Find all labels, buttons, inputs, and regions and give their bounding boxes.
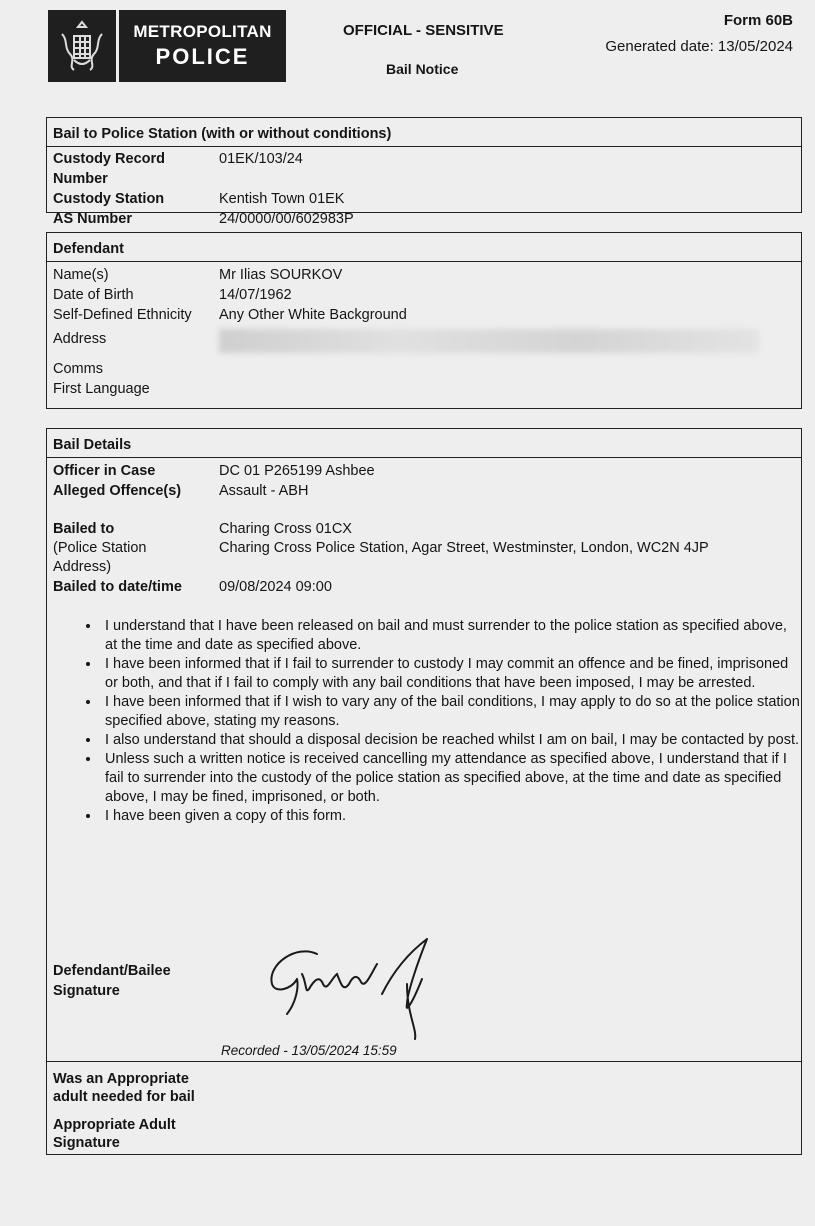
field-label: Comms — [53, 361, 103, 377]
field-label: AS Number — [53, 211, 132, 227]
field-value: Any Other White Background — [219, 307, 407, 323]
field-row — [47, 209, 801, 229]
field-value: Charing Cross Police Station, Agar Street, Westminster, London, WC2N 4JP — [219, 540, 709, 556]
field-value: 01EK/103/24 — [219, 151, 303, 167]
field-label: Custody Station — [53, 191, 165, 207]
signature-label: Defendant/Bailee Signature — [53, 963, 171, 999]
adult-signature-label: Appropriate Adult — [53, 1117, 176, 1133]
statement-list — [47, 617, 801, 826]
field-value: 24/0000/00/602983P — [219, 211, 354, 227]
logo-line1: METROPOLITAN — [133, 22, 272, 41]
field-label: Alleged Offence(s) — [53, 483, 182, 499]
field-label: (Police Station — [53, 540, 147, 556]
field-value: Assault - ABH — [219, 483, 309, 499]
statement: • I also understand that should a disposal decision be reached whilst I am on bail, I may be contacted by post. — [101, 731, 801, 750]
defendant-signature — [257, 934, 457, 1044]
statement: • I have been informed that if I fail to surrender to custody I may commit an offence and be fined, imprisoned or both, and that if I fail to comply with any bail conditions that have been imposed, I may be arrested. — [101, 655, 801, 693]
field-label: First Language — [53, 381, 150, 397]
section-title: Bail Details — [47, 429, 801, 458]
field-value: Mr Ilias SOURKOV — [219, 267, 343, 283]
appropriate-adult-section: Was an Appropriate adult needed for bail Appropriate Adult Signature — [46, 1060, 802, 1155]
field-value: 09/08/2024 09:00 — [219, 579, 332, 595]
field-label: Date of Birth — [53, 287, 134, 303]
field-value: DC 01 P265199 Ashbee — [219, 463, 375, 479]
field-row — [47, 189, 801, 209]
bail-to-station-section — [46, 117, 802, 227]
field-label: Bailed to — [53, 521, 115, 537]
form-title: Bail Notice — [386, 61, 459, 77]
section-title: Bail to Police Station (with or without conditions) — [47, 118, 801, 147]
field-label: Self-Defined Ethnicity — [53, 307, 192, 323]
field-label: Address) — [53, 559, 112, 575]
bail-details-section — [46, 428, 802, 1062]
form-number: Form 60B — [723, 12, 793, 29]
section-title: Defendant — [47, 233, 801, 262]
field-value: 14/07/1962 — [219, 287, 292, 303]
field-label: Name(s) — [53, 267, 109, 283]
met-police-logo — [48, 10, 286, 82]
field-label: Officer in Case — [53, 463, 156, 479]
field-label: Custody Record Number — [53, 151, 165, 187]
statement: • I have been informed that if I wish to vary any of the bail conditions, I may apply to do so at the police station specified above, stating my reasons. — [101, 693, 801, 731]
field-label: Address — [53, 331, 107, 347]
logo-line2: POLICE — [155, 44, 250, 69]
field-value: Charing Cross 01CX — [219, 521, 352, 537]
field-label: Bailed to date/time — [53, 579, 182, 595]
adult-needed-label: Was an Appropriate — [53, 1071, 189, 1087]
redacted-address — [219, 329, 759, 353]
defendant-section — [46, 232, 802, 409]
generated-date: Generated date: 13/05/2024 — [605, 38, 793, 55]
crest-icon — [48, 10, 116, 82]
recorded-timestamp: Recorded - 13/05/2024 15:59 — [221, 1043, 397, 1058]
classification: OFFICIAL - SENSITIVE — [343, 22, 504, 39]
statement: • Unless such a written notice is received cancelling my attendance as specified above, I understand that if I fail to surrender into the custody of the police station as specified above, at the time and date as specified above, I may be fined, imprisoned, or both. — [101, 750, 801, 807]
field-row — [47, 149, 801, 189]
statement: • I have been given a copy of this form. — [101, 807, 801, 826]
field-value: Kentish Town 01EK — [219, 191, 345, 207]
statement: • I understand that I have been released on bail and must surrender to the police station as specified above, at the time and date as specified above. — [101, 617, 801, 655]
